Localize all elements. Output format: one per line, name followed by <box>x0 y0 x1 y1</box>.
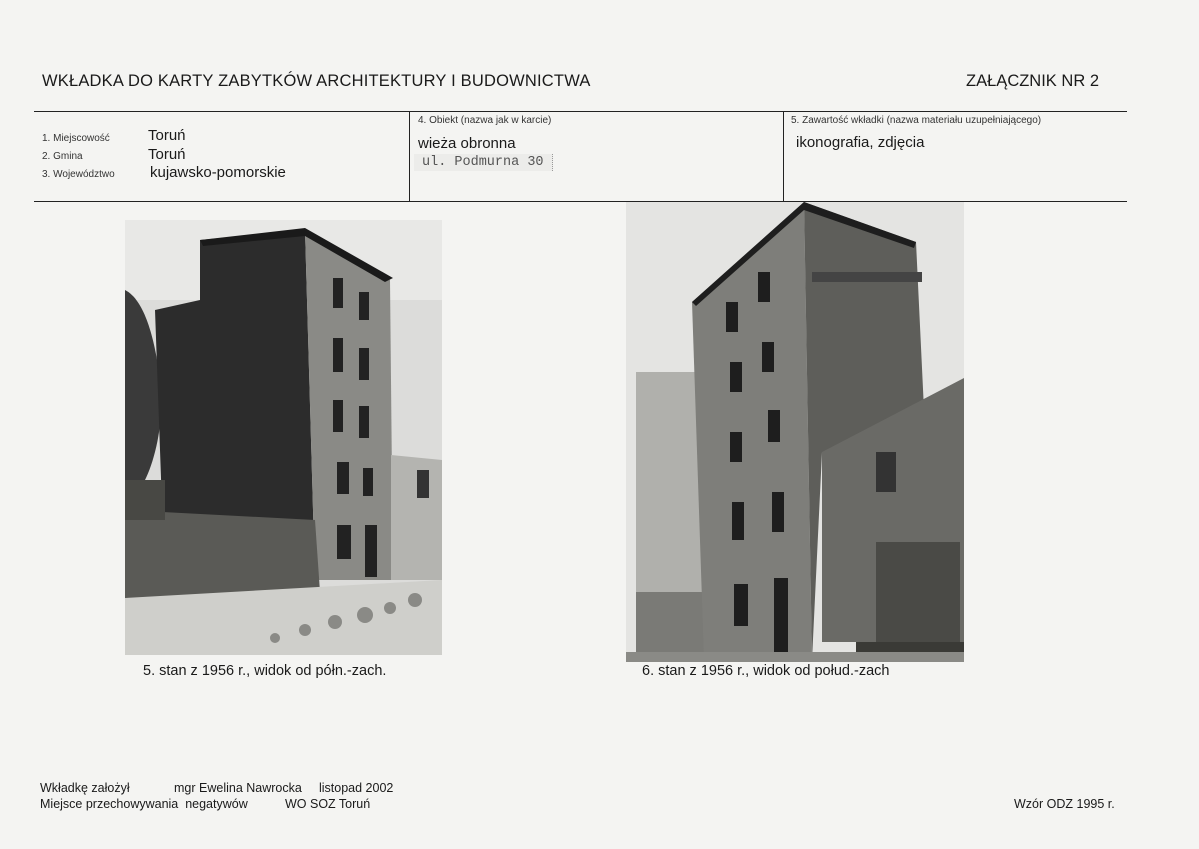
annex-number: ZAŁĄCZNIK NR 2 <box>966 72 1099 90</box>
photo-1-graphic <box>125 220 442 655</box>
form-template: Wzór ODZ 1995 r. <box>1014 797 1115 811</box>
photo-tower-south-west <box>626 202 964 662</box>
table-divider-2 <box>783 111 784 202</box>
voivodeship-value: kujawsko-pomorskie <box>150 164 286 181</box>
table-divider-1 <box>409 111 410 202</box>
contents-value: ikonografia, zdjęcia <box>796 134 925 151</box>
commune-label: 2. Gmina <box>42 151 83 162</box>
table-top-rule <box>34 111 1127 112</box>
storage-value: WO SOZ Toruń <box>285 797 371 811</box>
address-stamp: ul. Podmurna 30 <box>414 154 553 171</box>
photo-2-graphic <box>626 202 964 662</box>
voivodeship-label: 3. Województwo <box>42 169 115 180</box>
contents-label: 5. Zawartość wkładki (nazwa materiału uzupełniającego) <box>791 115 1042 126</box>
founder-label: Wkładkę założył <box>40 781 130 795</box>
town-label: 1. Miejscowość <box>42 133 110 144</box>
photo-tower-north-west <box>125 220 442 655</box>
document-title: WKŁADKA DO KARTY ZABYTKÓW ARCHITEKTURY I BUDOWNICTWA <box>42 72 591 90</box>
storage-label: Miejsce przechowywania negatywów <box>40 797 248 811</box>
photo-caption-1: 5. stan z 1956 r., widok od półn.-zach. <box>143 663 387 679</box>
town-value: Toruń <box>148 127 186 144</box>
object-name: wieża obronna <box>418 135 516 152</box>
commune-value: Toruń <box>148 146 186 163</box>
photo-caption-2: 6. stan z 1956 r., widok od połud.-zach <box>642 663 890 679</box>
founder-date: listopad 2002 <box>319 781 394 795</box>
object-label: 4. Obiekt (nazwa jak w karcie) <box>418 115 552 126</box>
founder-name: mgr Ewelina Nawrocka <box>174 781 302 795</box>
